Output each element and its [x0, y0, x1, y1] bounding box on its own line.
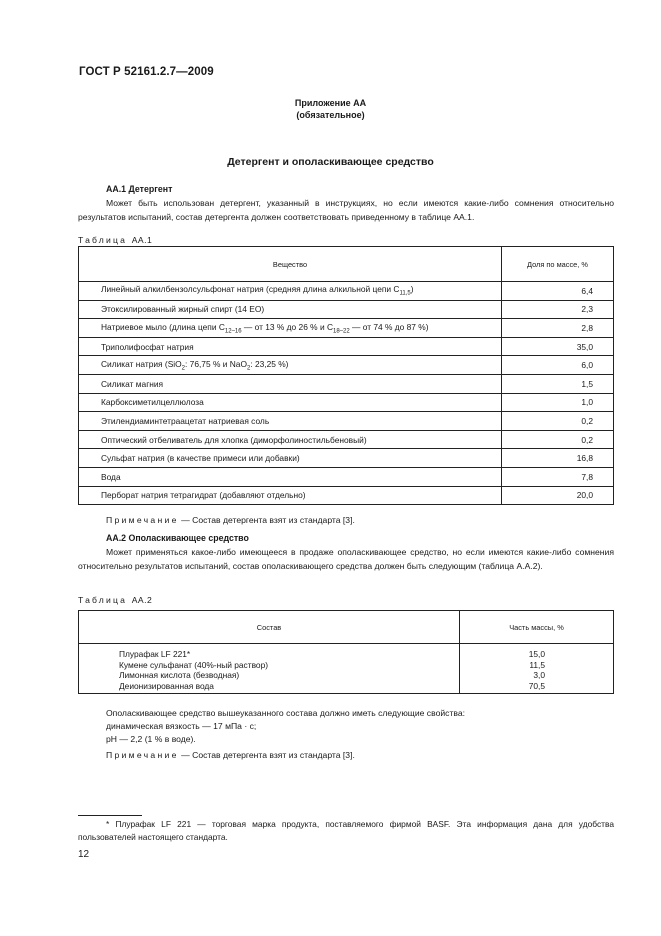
table-cell-name: [79, 412, 502, 431]
table-row: [79, 300, 614, 319]
subscript: 18–22: [333, 328, 350, 335]
table-row: [79, 393, 614, 412]
table-cell-value: 35,0: [502, 337, 614, 356]
cell-text: Силикат натрия (SiO: [101, 358, 182, 369]
table-cell-name: [79, 337, 502, 356]
table-cell-value: 2,8: [502, 319, 614, 338]
table-cell-value: 16,8: [502, 449, 614, 468]
table-row: [79, 660, 614, 671]
table-row: [79, 644, 614, 660]
table-cell-value: 7,8: [502, 467, 614, 486]
cell-text: Натриевое мыло (длина цепи C: [101, 321, 225, 332]
table-cell-name: [79, 282, 502, 301]
table-cell-value: 70,5: [460, 681, 614, 694]
table-cell-name: [79, 300, 502, 319]
cell-text: Вода: [101, 471, 121, 482]
table-row: [79, 319, 614, 338]
properties-intro: Ополаскивающее средство вышеуказанного состава должно иметь следующие свойства:: [106, 708, 466, 718]
table-cell-value: 1,5: [502, 374, 614, 393]
property-viscosity: динамическая вязкость — 17 мПа · с;: [106, 721, 257, 731]
note-1-label: Примечание: [106, 515, 179, 525]
cell-text: ): [410, 284, 414, 295]
table-cell-value: 11,5: [460, 660, 614, 671]
section-aa2-paragraph: Может применяться какое-либо имеющееся в продаже ополаскивающее средство, но если имеются какие-либо сомнения относительно результатов испытаний, состав ополаскивающего средства должен быть следующим (таблица А.А.2).: [78, 547, 614, 571]
table-row: [79, 337, 614, 356]
cell-text: Оптический отбеливатель для хлопка (диморфолиностильбеновый): [101, 434, 367, 445]
table-cell-value: 6,0: [502, 356, 614, 375]
property-ph: pH — 2,2 (1 % в воде).: [106, 734, 196, 744]
table-cell-name: [79, 449, 502, 468]
cell-text: : 23,25 %): [250, 358, 289, 369]
table-row: [79, 449, 614, 468]
subscript: 2: [246, 365, 251, 372]
table-row: [79, 412, 614, 431]
cell-text: — от 13 % до 26 % и C: [241, 321, 333, 332]
table-header-row: [79, 247, 614, 282]
table2-label: [78, 595, 152, 605]
cell-text: Силикат магния: [101, 378, 164, 389]
table-cell-name: [79, 430, 502, 449]
rinse-aid-table: [78, 610, 614, 694]
table-cell-value: 2,3: [502, 300, 614, 319]
cell-text: Этоксилированный жирный спирт (14 ЕО): [101, 304, 265, 315]
note-2-label: Примечание: [106, 750, 179, 760]
table-cell-name: Деионизированная вода: [79, 681, 460, 694]
table-cell-value: 0,2: [502, 412, 614, 431]
appendix-heading: [0, 97, 661, 121]
subscript: 11,5: [399, 291, 411, 298]
detergent-table: [78, 246, 614, 505]
appendix-subtitle: (обязательное): [296, 110, 365, 120]
cell-text: Линейный алкилбензолсульфонат натрия (средняя длина алкильной цепи C: [101, 284, 400, 295]
table-row: [79, 374, 614, 393]
table-cell-value: 15,0: [460, 644, 614, 660]
table-cell-value: 1,0: [502, 393, 614, 412]
table-header-composition: Состав: [79, 611, 460, 644]
table-row: [79, 670, 614, 681]
section-aa1-paragraph: Может быть использован детергент, указанный в инструкциях, но если имеются какие-либо сомнения относительно результатов испытаний, состав детергента должен соответствовать приведенному в таблице АА.1.: [78, 198, 614, 222]
cell-text: Этилендиаминтетраацетат натриевая соль: [101, 415, 270, 426]
table-row: [79, 467, 614, 486]
table-row: [79, 681, 614, 694]
table-cell-name: Лимонная кислота (безводная): [79, 670, 460, 681]
note-2-text: — Состав детергента взят из стандарта [3].: [178, 750, 355, 760]
table-cell-name: [79, 486, 502, 505]
page-number: 12: [78, 849, 90, 860]
table-cell-name: [79, 374, 502, 393]
table-cell-value: 0,2: [502, 430, 614, 449]
table-row: [79, 282, 614, 301]
table2-label-prefix: Таблица: [78, 595, 128, 605]
table-cell-name: [79, 393, 502, 412]
table-header-mass-part: Часть массы, %: [460, 611, 614, 644]
cell-text: Перборат натрия тетрагидрат (добавляют отдельно): [101, 490, 306, 501]
table-cell-name: [79, 319, 502, 338]
page-title: Детергент и ополаскивающее средство: [227, 156, 434, 168]
subscript: 2: [181, 365, 186, 372]
table-cell-name: Кумене сульфанат (40%-ный раствор): [79, 660, 460, 671]
appendix-title: Приложение АА: [294, 98, 367, 108]
table-row: [79, 430, 614, 449]
section-aa2-heading: АА.2 Ополаскивающее средство: [106, 533, 249, 543]
cell-text: : 76,75 % и NaO: [185, 358, 247, 369]
cell-text: — от 74 % до 87 %): [349, 321, 429, 332]
table-header-substance: Вещество: [79, 247, 502, 282]
cell-text: Сульфат натрия (в качестве примеси или добавки): [101, 453, 300, 464]
table2-label-number: АА.2: [131, 595, 153, 605]
note-2: [106, 750, 355, 760]
table-cell-value: 6,4: [502, 282, 614, 301]
table-row: [79, 486, 614, 505]
table-row: [79, 356, 614, 375]
table1-label: [78, 235, 152, 245]
cell-text: Триполифосфат натрия: [101, 341, 194, 352]
table-cell-name: Плурафак LF 221*: [79, 644, 460, 660]
cell-text: Карбоксиметилцеллюлоза: [101, 397, 204, 408]
table-header-row: [79, 611, 614, 644]
table-cell-name: [79, 356, 502, 375]
footnote-divider: [78, 815, 142, 816]
note-1-text: — Состав детергента взят из стандарта [3].: [178, 515, 355, 525]
note-1: [106, 515, 355, 525]
table1-label-prefix: Таблица: [78, 235, 128, 245]
section-aa1-heading: АА.1 Детергент: [106, 184, 173, 194]
table-cell-value: 3,0: [460, 670, 614, 681]
table1-label-number: АА.1: [131, 235, 153, 245]
subscript: 12–16: [224, 328, 242, 335]
footnote: * Плурафак LF 221 — торговая марка продукта, поставляемого фирмой BASF. Эта информация дана для удобства пользователей настоящего стандарта.: [78, 819, 614, 842]
standard-number: ГОСТ Р 52161.2.7—2009: [79, 66, 214, 78]
table-cell-value: 20,0: [502, 486, 614, 505]
table-cell-name: [79, 467, 502, 486]
table-header-mass: Доля по массе, %: [502, 247, 614, 282]
